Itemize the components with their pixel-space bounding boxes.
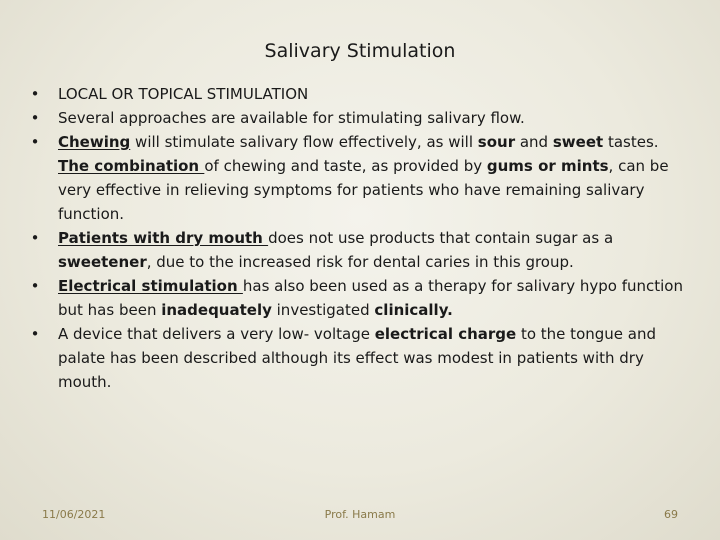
bold-term: gums or mints [486, 157, 609, 175]
bullet-text: investigated [271, 301, 375, 319]
bullet-icon: • [30, 277, 40, 295]
bullet-text: has also been used as a therapy for salivary hypo function but has been [58, 277, 683, 319]
bullet-continuation-combination [28, 154, 688, 226]
bold-term: clinically. [374, 301, 453, 319]
bullet-item-device [28, 322, 688, 394]
bold-term: inadequately [161, 301, 272, 319]
bold-term: sweetener [58, 253, 147, 271]
bullet-icon: • [30, 85, 40, 103]
bold-term: sweet [552, 133, 604, 151]
bullet-text: of chewing and taste, as provided by [204, 157, 487, 175]
bullet-item-approaches [28, 106, 688, 130]
bullet-text: A device that delivers a very low- voltage [58, 325, 375, 343]
bullet-item-chewing [28, 130, 688, 154]
bullet-text: Several approaches are available for stimulating salivary flow. [58, 109, 525, 127]
underlined-term: Chewing [58, 133, 131, 151]
bullet-item-local-stimulation [28, 82, 688, 106]
underlined-term: Electrical stimulation [58, 277, 243, 295]
bullet-text: does not use products that contain sugar as a [268, 229, 614, 247]
slide-title: Salivary Stimulation [264, 40, 456, 62]
bullet-item-electrical-stimulation [28, 274, 688, 322]
footer-date: 11/06/2021 [42, 508, 106, 521]
bullet-text: tastes. [603, 133, 659, 151]
bold-term: electrical charge [374, 325, 517, 343]
bullet-text: will stimulate salivary flow effectively, as will [130, 133, 478, 151]
bullet-text: to the tongue and palate has been described although its effect was modest in patients with dry mouth. [58, 325, 656, 391]
bullet-icon: • [30, 325, 40, 343]
bullet-text: LOCAL OR TOPICAL STIMULATION [58, 85, 309, 103]
bullet-text: and [515, 133, 553, 151]
bullet-icon: • [30, 133, 40, 151]
bullet-text: , due to the increased risk for dental caries in this group. [146, 253, 574, 271]
bullet-icon: • [30, 229, 40, 247]
bullet-text: , can be very effective in relieving symptoms for patients who have remaining salivary function. [58, 157, 669, 223]
underlined-term: Patients with dry mouth [58, 229, 269, 247]
footer-page-number: 69 [664, 508, 678, 521]
underlined-term: The combination [58, 157, 205, 175]
bullet-item-dry-mouth-patients [28, 226, 688, 274]
bold-term: sour [477, 133, 516, 151]
bullet-icon: • [30, 109, 40, 127]
bullet-list [28, 82, 688, 394]
footer-author: Prof. Hamam [324, 508, 396, 521]
